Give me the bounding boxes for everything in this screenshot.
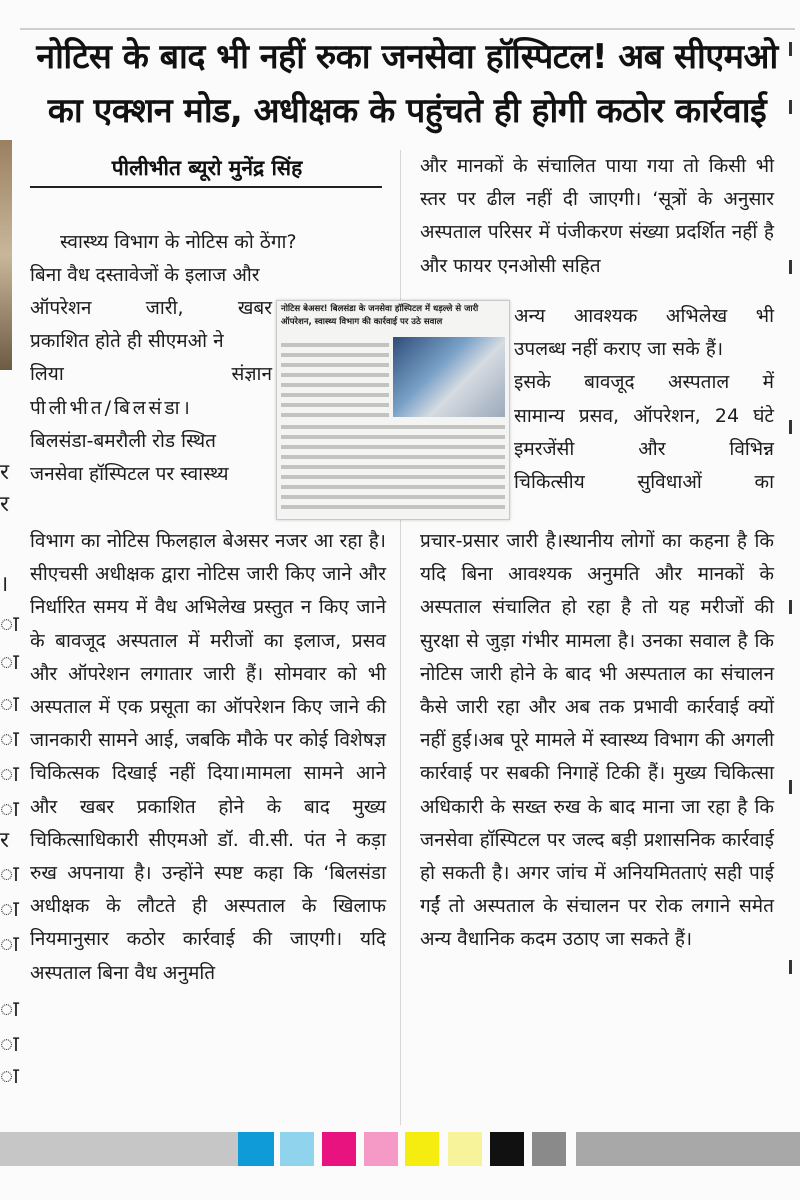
- right-fragment-mark: [789, 960, 800, 974]
- left-fragment: ा: [0, 932, 19, 957]
- body-line: इसके बावजूद अस्पताल में: [514, 371, 774, 394]
- lead-line: लिया संज्ञान: [30, 363, 272, 386]
- body-line: उपलब्ध नहीं कराए जा सके हैं।: [514, 338, 724, 361]
- right-fragment-mark: [789, 600, 800, 614]
- color-swatch-light-cyan: [280, 1132, 314, 1166]
- column-a-beside-inset: [30, 292, 272, 491]
- color-swatch-black: [490, 1132, 524, 1166]
- lead-line: बिना वैध दस्तावेजों के इलाज और: [30, 264, 260, 287]
- inset-text-line: [281, 485, 505, 489]
- column-a-body: [30, 525, 386, 990]
- left-fragment: ा: [0, 612, 19, 637]
- left-fragment: ा: [0, 997, 19, 1022]
- color-swatch-pink: [364, 1132, 398, 1166]
- body-line: चिकित्सीय सुविधाओं का: [514, 471, 774, 494]
- body-line: सामान्य प्रसव, ऑपरेशन, 24 घंटे: [514, 404, 774, 427]
- left-fragment: र: [0, 828, 9, 853]
- dateline: पीलीभीत/बिलसंडा।: [30, 396, 193, 419]
- inset-text-line: [281, 383, 389, 387]
- left-fragment: ा: [0, 692, 19, 717]
- inset-text-line: [281, 505, 505, 509]
- body-paragraph: प्रचार-प्रसार जारी है।स्थानीय लोगों का कहना है कि यदि बिना आवश्यक अनुमति और मानकों के अस्पताल संचालित हो रहा है तो यह मरीजों की सुरक्षा से जुड़ा गंभीर मामला है। उनका सवाल है कि नोटिस जारी होने के बाद भी अस्पताल का संचालन कैसे जारी रहा और अब तक प्रभावी कार्रवाई क्यों नहीं हुई।अब पूरे मामले में स्वास्थ्य विभाग की अगली कार्रवाई पर सबकी निगाहें टिकी हैं। मुख्य चिकित्सा अधिकारी के सख्त रुख के बाद माना जा रहा है कि जनसेवा हॉस्पिटल पर जल्द बड़ी प्रशासनिक कार्रवाई हो सकती है। अगर जांच में अनियमितताएं सही पाई गईं तो अस्पताल के संचालन पर रोक लगाने समेत अन्य वैधानिक कदम उठाए जा सकते हैं।: [420, 530, 774, 951]
- inset-text-line: [281, 495, 505, 499]
- column-b-top: [420, 150, 774, 283]
- printer-color-bar: [0, 1132, 800, 1166]
- body-paragraph: विभाग का नोटिस फिलहाल बेअसर नजर आ रहा है। सीएचसी अधीक्षक द्वारा नोटिस जारी किए जाने और निर्धारित समय में वैध अभिलेख प्रस्तुत न किए जाने के बावजूद अस्पताल में मरीजों का इलाज, प्रसव और ऑपरेशन लगातार जारी हैं। सोमवार को भी अस्पताल में एक प्रसूता का ऑपरेशन किए जाने की जानकारी सामने आई, जबकि मौके पर कोई विशेषज्ञ चिकित्सक दिखाई नहीं दिया।मामला सामने आने और खबर प्रकाशित होने के बाद मुख्य चिकित्साधिकारी सीएमओ डॉ. वी.सी. पंत ने कड़ा रुख अपनाया है। उन्होंने स्पष्ट कहा कि ‘बिलसंडा अधीक्षक के लौटते ही अस्पताल के खिलाफ नियमानुसार कठोर कार्रवाई की जाएगी। यदि अस्पताल बिना वैध अनुमति: [30, 530, 386, 984]
- left-fragment: ा: [0, 762, 19, 787]
- lead-line: बिलसंडा-बमरौली रोड स्थित: [30, 429, 216, 452]
- left-fragment: ा: [0, 897, 19, 922]
- left-fragment: ा: [0, 1032, 19, 1057]
- lead-line: ऑपरेशन जारी, खबर: [30, 297, 272, 319]
- color-swatch-cyan: [238, 1132, 274, 1166]
- left-fragment: ा: [0, 1064, 19, 1089]
- color-swatch-light-yellow: [448, 1132, 482, 1166]
- body-paragraph: और मानकों के संचालित पाया गया तो किसी भी स्तर पर ढील नहीं दी जाएगी। ‘सूत्रों के अनुसार अस्पताल परिसर में पंजीकरण संख्या प्रदर्शित नहीं है और फायर एनओसी सहित: [420, 155, 774, 277]
- inset-text-line: [281, 353, 389, 357]
- inset-text-line: [281, 435, 505, 439]
- left-fragment: ।: [0, 572, 9, 597]
- left-clipped-photo: [0, 140, 12, 370]
- right-fragment-mark: [789, 420, 800, 434]
- inset-text-line: [281, 455, 505, 459]
- color-swatch-yellow: [405, 1132, 439, 1166]
- column-b-beside-inset: [514, 300, 774, 499]
- body-line: इमरजेंसी और विभिन्न: [514, 437, 774, 460]
- inset-text-line: [281, 373, 389, 377]
- left-fragment: र: [0, 492, 9, 517]
- headline-line-2: का एक्शन मोड, अधीक्षक के पहुंचते ही होगी कठोर कार्रवाई: [47, 91, 767, 131]
- byline: पीलीभीत ब्यूरो मुनेंद्र सिंह: [111, 156, 303, 180]
- lead-line: स्वास्थ्य विभाग के नोटिस को ठेंगा?: [60, 231, 297, 253]
- byline-underline: [30, 186, 382, 188]
- headline-line-1: नोटिस के बाद भी नहीं रुका जनसेवा हॉस्पिटल! अब सीएमओ: [36, 37, 778, 77]
- inset-text-line: [281, 475, 505, 479]
- left-fragment: ा: [0, 727, 19, 752]
- inset-text-line: [281, 465, 505, 469]
- inset-text-line: [281, 425, 505, 429]
- inset-headline: नोटिस बेअसर! बिलसंडा के जनसेवा हॉस्पिटल में धड़ल्ले से जारी ऑपरेशन, स्वास्थ्य विभाग की कार्रवाई पर उठे सवाल: [281, 304, 479, 327]
- inset-text-line: [281, 403, 389, 407]
- color-swatch-magenta: [322, 1132, 356, 1166]
- color-swatch-gray: [532, 1132, 566, 1166]
- inset-text-line: [281, 393, 389, 397]
- right-fragment-mark: [789, 780, 800, 794]
- body-line: अन्य आवश्यक अभिलेख भी: [514, 305, 774, 327]
- column-divider: [400, 150, 401, 1125]
- left-fragment: ा: [0, 797, 19, 822]
- left-fragment: र: [0, 460, 9, 485]
- color-swatch-gray-mid: [576, 1132, 800, 1166]
- column-a-lead: [30, 226, 386, 292]
- left-fragment: ा: [0, 650, 19, 675]
- inset-news-clipping: [276, 300, 510, 520]
- inset-text-line: [281, 445, 505, 449]
- lead-line: प्रकाशित होते ही सीएमओ ने: [30, 330, 224, 353]
- article-headline: [22, 30, 792, 138]
- inset-hospital-photo: [393, 337, 505, 417]
- inset-text-line: [281, 343, 389, 347]
- right-fragment-mark: [789, 260, 800, 274]
- column-b-body: [420, 525, 774, 957]
- inset-text-line: [281, 413, 389, 417]
- color-swatch-gray-light: [0, 1132, 238, 1166]
- lead-line: जनसेवा हॉस्पिटल पर स्वास्थ्य: [30, 463, 229, 486]
- inset-text-line: [281, 363, 389, 367]
- left-fragment: ा: [0, 862, 19, 887]
